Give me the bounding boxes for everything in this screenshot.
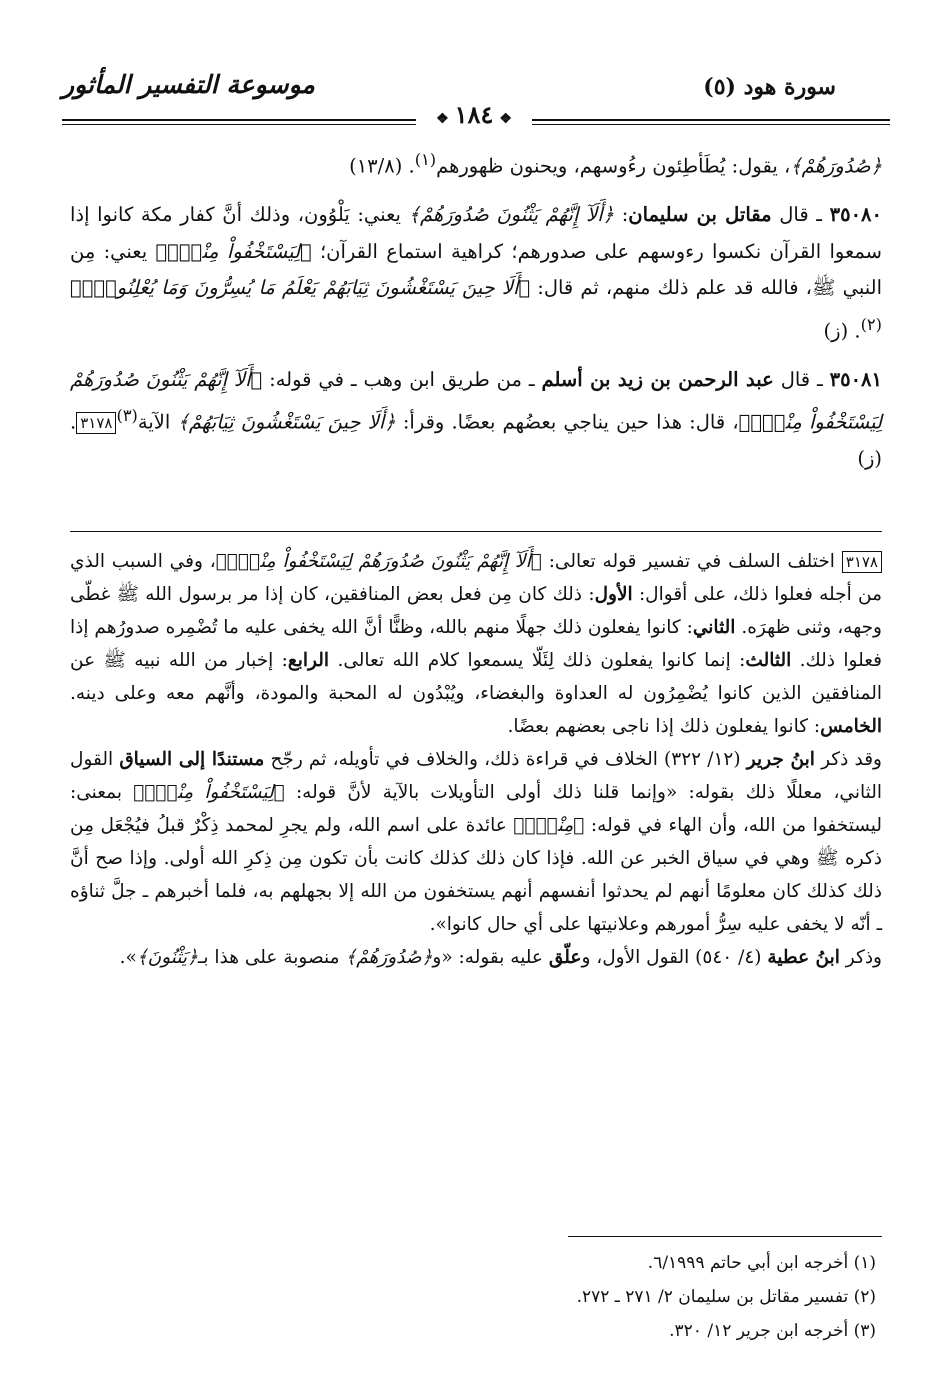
quran-quote: ﴿يَثْنُونَ﴾ — [136, 947, 198, 968]
footnote-rule — [568, 1236, 882, 1237]
quran-quote: ﴿أَلَآ إِنَّهُمْ يَثْنُونَ صُدُورَهُمْ لِيَسْتَخْفُواْ مِنْهُۚ﴾ — [70, 367, 882, 434]
footnote: (٢) تفسير مقاتل بن سليمان ٢/ ٢٧١ ـ ٢٧٢. — [576, 1287, 876, 1307]
paragraph-0: ﴿صُدُورَهُمْ﴾، يقول: يُطَأطِئون رءُوسهم، ويحنون ظهورهم$^{(١)}$. (١٣/٨) — [349, 150, 882, 178]
quran-quote: ﴿صُدُورَهُمْ﴾ — [345, 947, 433, 968]
quran-quote: ﴿أَلَا حِينَ يَسْتَغْشُونَ ثِيَابَهُمْ﴾ — [177, 410, 396, 434]
opinion-label: الثاني — [692, 617, 736, 638]
footnote: (٣) أخرجه ابن جرير ١٢/ ٣٢٠. — [669, 1321, 876, 1341]
commentary-paragraph: وذكر ابنُ عطية (٤/ ٥٤٠) القول الأول، وعلّق عليه بقوله: «و﴿صُدُورَهُمْ﴾ منصوبة على هذا بـ﴿يَثْنُونَ﴾». — [119, 947, 882, 968]
narrator-name: مقاتل بن سليمان — [628, 203, 772, 226]
opinion-label: الخامس — [820, 716, 882, 737]
quran-quote: ﴿صُدُورَهُمْ﴾ — [790, 154, 882, 178]
header-surah: سورة هود (٥) — [703, 74, 836, 100]
opinion-label: الأول — [594, 584, 633, 605]
main-text — [70, 142, 882, 478]
page-number-box — [0, 100, 948, 129]
footnote-ref: (٢) — [860, 314, 882, 334]
commentary-paragraph: وقد ذكر ابنُ جرير (١٢/ ٣٢٢) الخلاف في قراءة ذلك، والخلاف في تأويله، ثم رجّح مستندًا إلى السياق القول الثاني، معللًا ذلك بقوله: «وإنما قلنا ذلك أولى التأويلات بالآية لأنَّ قوله: ﴿لِيَسْتَخْفُواْ مِنْهُۚ﴾ بمعنى: ليستخفوا من الله، وأن الهاء في قوله: ﴿مِنْهُۚ﴾ عائدة على اسم الله، ولم يجرِ لمحمد ذِكْرٌ قبلُ فيُجْعَل مِن ذكره ﷺ وهي في سياق الخبر عن الله. فإذا كان ذلك كذلك كانت بأن تكون مِن ذِكرِ الله أولى. وإذا صح أنَّ ذلك كذلك كان معلومًا أنهم لم يحدثوا أنفسهم أنهم يستخفون من الله إلا بجهلهم به، فلما أخبرهم ـ جلَّ ثناؤه ـ أنّه لا يخفى عليه سِرُّ أمورهم وعلانيتها على أي حال كانوا». — [70, 749, 882, 935]
narrator-name: عبد الرحمن بن زيد بن أسلم — [541, 367, 774, 391]
athar-number: ٣٥٠٨١ — [829, 367, 883, 391]
method-label: علّق — [548, 947, 582, 968]
method-label: مستندًا إلى السياق — [119, 749, 265, 770]
quran-quote: ﴿أَلَآ إِنَّهُمْ يَثْنُونَ صُدُورَهُمْ لِيَسْتَخْفُواْ مِنْهُۚ﴾ — [215, 551, 542, 572]
paragraph-35081: ٣٥٠٨١ ـ قال عبد الرحمن بن زيد بن أسلم ـ من طريق ابن وهب ـ في قوله: ﴿أَلَآ إِنَّهُمْ يَثْنُونَ صُدُورَهُمْ لِيَسْتَخْفُواْ مِنْهُۚ﴾، قال: هذا حين يناجي بعضُهم بعضًا. وقرأ: ﴿أَلَا حِينَ يَسْتَغْشُونَ ثِيَابَهُمْ﴾ الآية$^{(٣)}$٣١٧٨. (ز) — [70, 367, 883, 470]
ornament-icon: ❖ — [436, 111, 449, 127]
opinion-label: الرابع — [287, 650, 330, 671]
ornament-icon: ❖ — [499, 111, 512, 127]
commentary-paragraph: ٣١٧٨ اختلف السلف في تفسير قوله تعالى: ﴿أَلَآ إِنَّهُمْ يَثْنُونَ صُدُورَهُمْ لِيَسْتَخْفُواْ مِنْهُۚ﴾، وفي السبب الذي من أجله فعلوا ذلك، على أقوال: الأول: ذلك كان مِن فعل بعض المنافقين، كان إذا مر برسول الله ﷺ غطّى وجهه، وثنى ظهرَه. الثاني: كانوا يفعلون ذلك جهلًا منهم بالله، وظنًّا أنَّ الله يخفى عليه ما تُضْمِره صدورُهم إذا فعلوا ذلك. الثالث: إنما كانوا يفعلون ذلك لِئَلّا يسمعوا كلام الله تعالى. الرابع: إخبار من الله نبيه ﷺ عن المنافقين الذين كانوا يُضْمِرُون له العداوة والبغضاء، ويُبْدُون له المحبة والمودة، وأنَّهم معه وعلى دينه. الخامس: كانوا يفعلون ذلك إذا ناجى بعضهم بعضًا. — [70, 551, 883, 737]
quran-quote: ﴿لِيَسْتَخْفُواْ مِنْهُۚ﴾ — [133, 782, 285, 803]
opinion-label: الثالث — [745, 650, 792, 671]
quran-quote: ﴿أَلَا حِينَ يَسْتَغْشُونَ ثِيَابَهُمْ يَعْلَمُ مَا يُسِرُّونَ وَمَا يُعْلِنُونَۚ﴾ — [70, 276, 531, 299]
footnote-ref: (١) — [414, 150, 437, 169]
scholar-name: ابنُ عطية — [767, 947, 840, 968]
commentary-tag: ٣١٧٨ — [842, 551, 882, 573]
footnote-ref: (٣) — [116, 406, 138, 425]
scholar-name: ابنُ جرير — [746, 749, 815, 770]
footnote: (١) أخرجه ابن أبي حاتم ٦/١٩٩٩. — [647, 1253, 876, 1273]
footnotes — [70, 1246, 876, 1348]
quran-quote: ﴿لِيَسْتَخْفُواْ مِنْهُۚ﴾ — [155, 239, 312, 263]
commentary-section — [70, 545, 882, 974]
athar-number: ٣٥٠٨٠ — [829, 203, 882, 226]
quran-quote: ﴿مِنْهُۚ﴾ — [513, 815, 585, 836]
quran-quote: ﴿أَلَآ إِنَّهُمْ يَثْنُونَ صُدُورَهُمْ﴾ — [408, 203, 615, 226]
page-number: ١٨٤ — [454, 100, 494, 129]
header-book-title: موسوعة التفسير المأثور — [62, 70, 315, 99]
commentary-rule — [70, 531, 882, 532]
commentary-tag: ٣١٧٨ — [76, 412, 116, 434]
paragraph-35080: ٣٥٠٨٠ ـ قال مقاتل بن سليمان: ﴿أَلَآ إِنَّهُمْ يَثْنُونَ صُدُورَهُمْ﴾ يعني: يَلْوُون، وذلك أنَّ كفار مكة كانوا إذا سمعوا القرآن نكسوا رءوسهم على صدورهم؛ كراهية استماع القرآن؛ ﴿لِيَسْتَخْفُواْ مِنْهُۚ﴾ يعني: مِن النبي ﷺ، فالله قد علم ذلك منهم، ثم قال: ﴿أَلَا حِينَ يَسْتَغْشُونَ ثِيَابَهُمْ يَعْلَمُ مَا يُسِرُّونَ وَمَا يُعْلِنُونَۚ﴾$^{(٢)}$. (ز) — [70, 203, 883, 342]
